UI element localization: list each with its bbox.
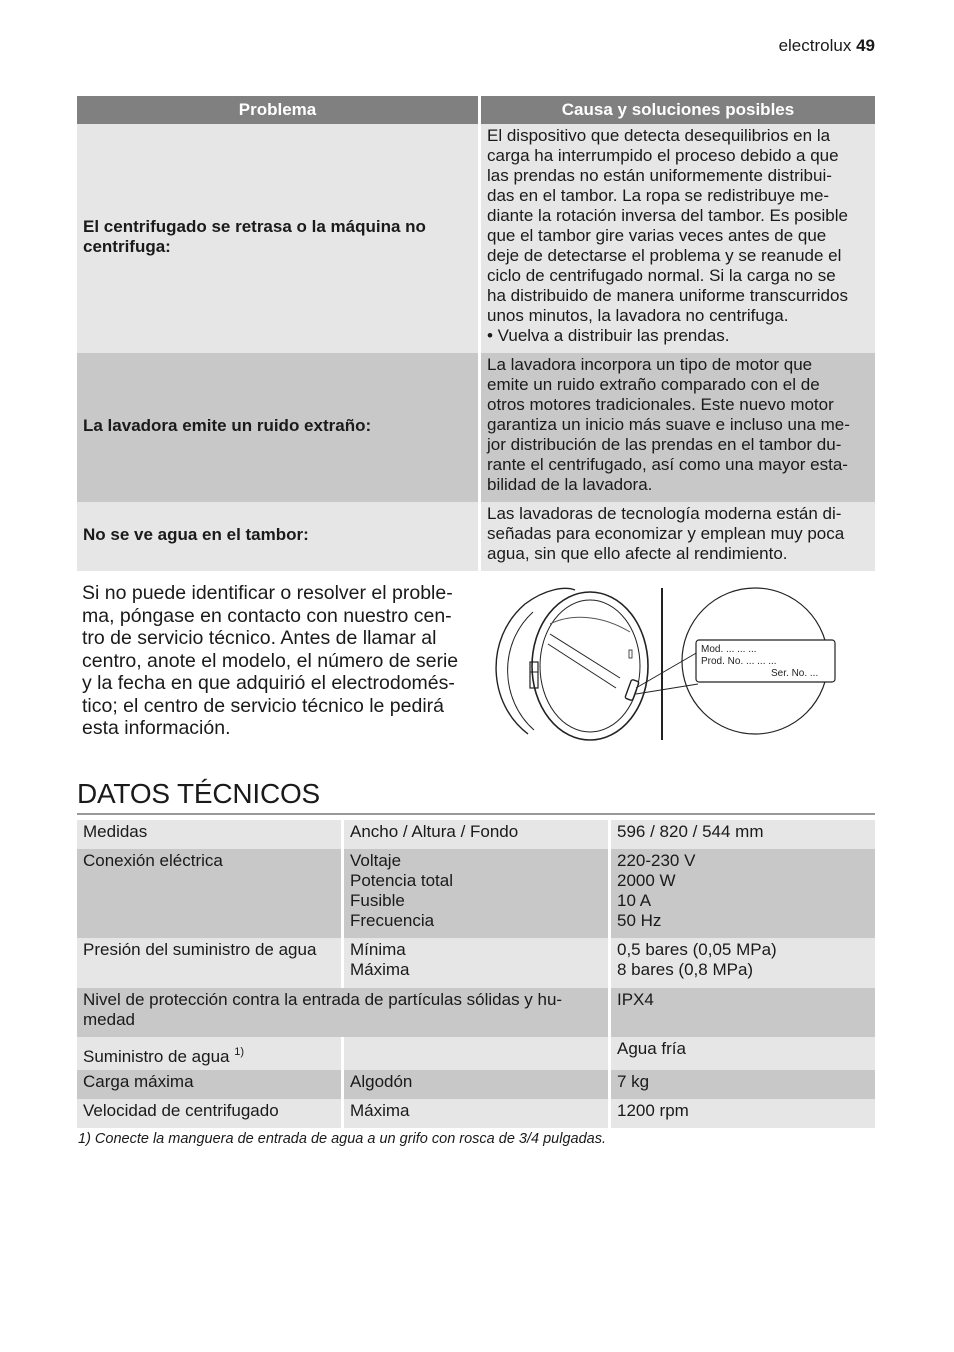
- cause-line: das en el tambor. La ropa se redistribuye me-: [487, 186, 830, 205]
- column-header-cause: Causa y soluciones posibles: [481, 96, 875, 124]
- cause-cell: [481, 353, 875, 502]
- spec-name: Medidas: [77, 820, 341, 849]
- cause-line: ciclo de centrifugado normal. Si la carga no se: [487, 266, 836, 285]
- value-line: 1200 rpm: [617, 1101, 689, 1120]
- paragraph-line: tico; el centro de servicio técnico le pedirá: [82, 694, 445, 717]
- param-line: Máxima: [350, 960, 410, 979]
- spec-value: [611, 820, 875, 849]
- rating-plate-illustration: [490, 584, 840, 744]
- param-line: Algodón: [350, 1072, 413, 1091]
- spec-value: [611, 1070, 875, 1099]
- cause-line: carga ha interrumpido el proceso debido a que: [487, 146, 839, 165]
- cause-line: ha distribuido de manera uniforme transcurridos: [487, 286, 848, 305]
- table-row: [77, 820, 875, 849]
- cause-cell: [481, 502, 875, 571]
- cause-line: garantiza un inicio más suave e incluso una me-: [487, 415, 850, 434]
- paragraph-line: Si no puede identificar o resolver el proble-: [82, 582, 453, 604]
- page-number: 49: [856, 36, 875, 55]
- footnote-marker: 1): [234, 1046, 244, 1058]
- spec-name: Presión del suministro de agua: [77, 938, 341, 988]
- spec-name: [77, 988, 608, 1037]
- spec-param: [344, 849, 608, 938]
- value-line: 10 A: [617, 891, 652, 910]
- table-row: [77, 849, 875, 938]
- spec-param: [344, 1070, 608, 1099]
- cause-line: La lavadora incorpora un tipo de motor que: [487, 355, 813, 374]
- problem-cell: El centrifugado se retrasa o la máquina no centrifuga:: [77, 124, 478, 353]
- contact-service-paragraph: [82, 582, 474, 740]
- table-row: [77, 502, 875, 571]
- paragraph-line: esta información.: [82, 717, 231, 739]
- spec-value: [611, 988, 875, 1037]
- param-line: Mínima: [350, 940, 406, 959]
- section-title: DATOS TÉCNICOS: [77, 778, 321, 809]
- troubleshooting-table: [74, 96, 878, 571]
- cause-line: El dispositivo que detecta desequilibrios en la: [487, 126, 831, 145]
- spec-name: Velocidad de centrifugado: [77, 1099, 341, 1128]
- table-row: [77, 353, 875, 502]
- value-line: IPX4: [617, 990, 654, 1009]
- paragraph-line: centro, anote el modelo, el número de serie: [82, 649, 459, 672]
- cause-line: deje de detectarse el problema y se reanude el: [487, 246, 842, 265]
- cause-line: emite un ruido extraño comparado con el de: [487, 375, 820, 394]
- problem-cell: La lavadora emite un ruido extraño:: [77, 353, 478, 502]
- brand-name: electrolux: [778, 36, 852, 55]
- cause-line: rante el centrifugado, así como una mayor esta-: [487, 455, 848, 474]
- drum-opening: [532, 592, 648, 740]
- spec-value: [611, 938, 875, 988]
- spec-param: [344, 1037, 608, 1070]
- spec-name: Carga máxima: [77, 1070, 341, 1099]
- spec-param: [344, 820, 608, 849]
- cause-line: señadas para economizar y emplean muy poca: [487, 524, 845, 543]
- table-row: [77, 1037, 875, 1070]
- plate-model-text: Mod. ... ... ...: [701, 644, 757, 655]
- spec-name: Conexión eléctrica: [77, 849, 341, 938]
- param-line: Voltaje: [350, 851, 402, 870]
- param-line: Frecuencia: [350, 911, 435, 930]
- paragraph-line: y la fecha en que adquirió el electrodomés-: [82, 672, 455, 694]
- plate-product-text: Prod. No. ... ... ...: [701, 656, 777, 667]
- value-line: 50 Hz: [617, 911, 662, 930]
- table-row: [77, 1070, 875, 1099]
- table-row: [77, 988, 875, 1037]
- problem-cell: No se ve agua en el tambor:: [77, 502, 478, 571]
- footnote: 1) Conecte la manguera de entrada de agua a un grifo con rosca de 3/4 pulgadas.: [78, 1131, 607, 1147]
- cause-line: unos minutos, la lavadora no centrifuga.: [487, 306, 789, 325]
- spec-name-line: medad: [83, 1010, 135, 1029]
- value-line: 0,5 bares (0,05 MPa): [617, 940, 777, 959]
- param-line: Máxima: [350, 1101, 410, 1120]
- cause-line: que el tambor gire varias veces antes de que: [487, 226, 827, 245]
- cause-line: las prendas no están uniformemente distribui-: [487, 166, 832, 185]
- value-line: 2000 W: [617, 871, 676, 890]
- spec-value: [611, 1099, 875, 1128]
- spec-param: [344, 1099, 608, 1128]
- spec-name: [77, 1037, 341, 1070]
- param-line: Ancho / Altura / Fondo: [350, 822, 519, 841]
- cause-line: diante la rotación inversa del tambor. Es posible: [487, 206, 848, 225]
- value-line: 8 bares (0,8 MPa): [617, 960, 754, 979]
- bullet-item: • Vuelva a distribuir las prendas.: [487, 326, 730, 345]
- value-line: Agua fría: [617, 1039, 686, 1058]
- param-line: Potencia total: [350, 871, 454, 890]
- spec-name-text: Suministro de agua: [83, 1047, 230, 1066]
- spec-value: [611, 1037, 875, 1070]
- plate-serial-text: Ser. No. ...: [771, 668, 819, 679]
- value-line: 220-230 V: [617, 851, 696, 870]
- spec-value: [611, 849, 875, 938]
- column-header-problem: Problema: [77, 96, 478, 124]
- page-header: [779, 36, 875, 56]
- technical-data-table: [74, 820, 878, 1128]
- table-row: [77, 938, 875, 988]
- cause-line: jor distribución de las prendas en el tambor du-: [487, 435, 842, 454]
- cause-cell: [481, 124, 875, 353]
- spec-param: [344, 938, 608, 988]
- table-row: [77, 1099, 875, 1128]
- cause-line: agua, sin que ello afecte al rendimiento.: [487, 544, 788, 563]
- param-line: Fusible: [350, 891, 405, 910]
- spec-name-line: Nivel de protección contra la entrada de partículas sólidas y hu-: [83, 990, 563, 1009]
- cause-line: Las lavadoras de tecnología moderna están di-: [487, 504, 842, 523]
- paragraph-line: tro de servicio técnico. Antes de llamar al: [82, 627, 437, 649]
- section-divider: [77, 813, 875, 815]
- cause-line: otros motores tradicionales. Este nuevo motor: [487, 395, 834, 414]
- paragraph-line: ma, póngase en contacto con nuestro cen-: [82, 604, 452, 627]
- value-line: 7 kg: [617, 1072, 650, 1091]
- cause-line: bilidad de la lavadora.: [487, 475, 653, 494]
- table-row: [77, 124, 875, 353]
- value-line: 596 / 820 / 544 mm: [617, 822, 764, 841]
